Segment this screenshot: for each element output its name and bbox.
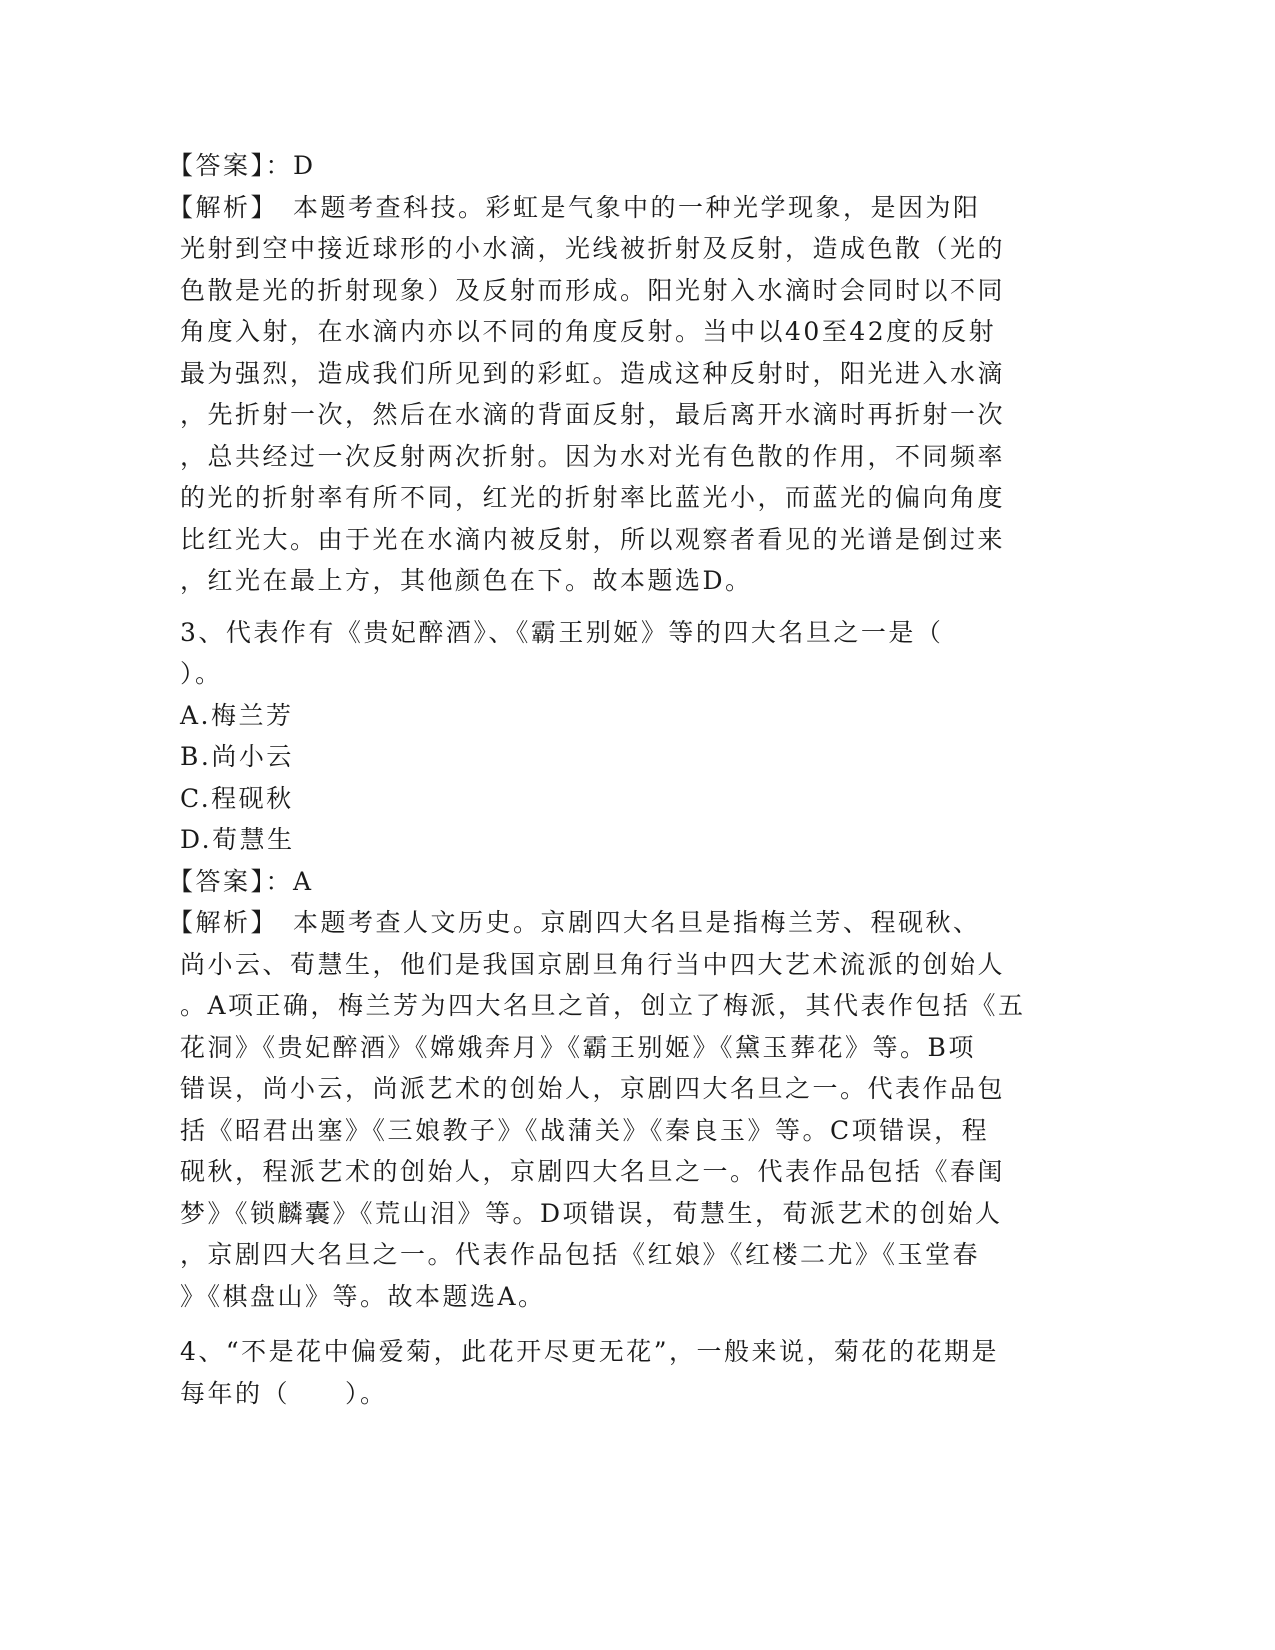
- question-stem-line: ）。: [180, 659, 223, 688]
- question-4: [180, 1331, 1080, 1414]
- analysis-line: 色散是光的折射现象）及反射而形成。阳光射入水滴时会同时以不同: [180, 275, 1006, 305]
- analysis-block: [168, 902, 1080, 1317]
- answer-line: 【答案】：D: [168, 151, 316, 180]
- analysis-line: ，总共经过一次反射两次折射。因为水对光有色散的作用，不同频率: [180, 441, 1006, 471]
- analysis-line: 最为强烈，造成我们所见到的彩虹。造成这种反射时，阳光进入水滴: [180, 358, 1006, 388]
- analysis-line: 比红光大。由于光在水滴内被反射，所以观察者看见的光谱是倒过来: [180, 524, 1006, 554]
- analysis-line: 错误，尚小云，尚派艺术的创始人，京剧四大名旦之一。代表作品包: [180, 1074, 1006, 1103]
- analysis-line: 【解析】 本题考查人文历史。京剧四大名旦是指梅兰芳、程砚秋、: [168, 908, 981, 937]
- question-2-tail: [168, 145, 1080, 602]
- answer-line: 【答案】：A: [168, 866, 314, 896]
- analysis-line: 角度入射，在水滴内亦以不同的角度反射。当中以40至42度的反射: [180, 317, 997, 346]
- document-page: [168, 145, 1080, 1414]
- analysis-line: ，红光在最上方，其他颜色在下。故本题选D。: [180, 566, 753, 595]
- option-b: B.尚小云: [180, 742, 294, 771]
- analysis-line: 的光的折射率有所不同，红光的折射率比蓝光小，而蓝光的偏向角度: [180, 483, 1006, 512]
- analysis-line: 。A项正确，梅兰芳为四大名旦之首，创立了梅派，其代表作包括《五: [180, 991, 1026, 1020]
- spacer: [180, 602, 1080, 612]
- analysis-line: ，先折射一次，然后在水滴的背面反射，最后离开水滴时再折射一次: [180, 400, 1006, 429]
- analysis-line: 括《昭君出塞》《三娘教子》《战蒲关》《秦良玉》等。C项错误，程: [180, 1115, 990, 1145]
- analysis-line: 梦》《锁麟囊》《荒山泪》等。D项错误，荀慧生，荀派艺术的创始人: [180, 1198, 1003, 1228]
- option-a: A.梅兰芳: [180, 700, 294, 730]
- analysis-line: 砚秋，程派艺术的创始人，京剧四大名旦之一。代表作品包括《春闺: [180, 1157, 1006, 1186]
- analysis-line: 》《棋盘山》等。故本题选A。: [180, 1281, 546, 1311]
- analysis-block: [168, 187, 1080, 602]
- question-3: [168, 612, 1080, 1318]
- question-stem-line: 每年的（ ）。: [180, 1378, 388, 1408]
- option-d: D.荀慧生: [180, 825, 295, 854]
- analysis-line: 【解析】 本题考查科技。彩虹是气象中的一种光学现象，是因为阳: [168, 192, 981, 222]
- question-stem-line: 3、代表作有《贵妃醉酒》、《霸王别姬》等的四大名旦之一是（: [180, 617, 944, 647]
- analysis-line: 花洞》《贵妃醉酒》《嫦娥奔月》《霸王别姬》《黛玉葬花》等。B项: [180, 1032, 976, 1062]
- question-stem-line: 4、“不是花中偏爱菊，此花开尽更无花”，一般来说，菊花的花期是: [180, 1337, 999, 1366]
- analysis-line: ，京剧四大名旦之一。代表作品包括《红娘》《红楼二尤》《玉堂春: [180, 1240, 981, 1269]
- option-c: C.程砚秋: [180, 783, 294, 813]
- analysis-line: 尚小云、荀慧生，他们是我国京剧旦角行当中四大艺术流派的创始人: [180, 949, 1006, 979]
- spacer: [180, 1317, 1080, 1331]
- analysis-line: 光射到空中接近球形的小水滴，光线被折射及反射，造成色散（光的: [180, 234, 1006, 263]
